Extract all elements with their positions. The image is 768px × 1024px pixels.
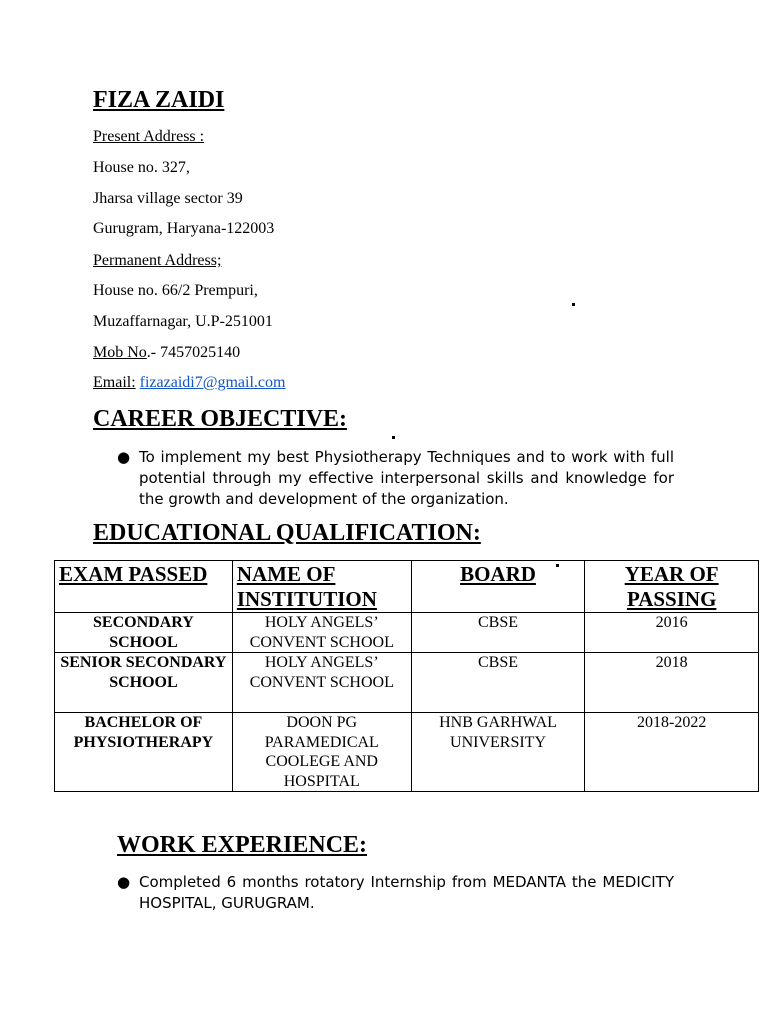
mobile-label: Mob No xyxy=(93,344,147,361)
table-row xyxy=(55,613,759,653)
year-cell: 2018 xyxy=(585,653,759,713)
work-experience-item xyxy=(117,872,674,916)
exam-cell: SECONDARY SCHOOL xyxy=(55,613,233,653)
permanent-address-label: Permanent Address; xyxy=(93,252,222,269)
board-cell: HNB GARHWAL UNIVERSITY xyxy=(411,713,585,792)
exam-cell: BACHELOR OF PHYSIOTHERAPY xyxy=(55,713,233,792)
year-cell: 2018-2022 xyxy=(585,713,759,792)
present-address-label: Present Address : xyxy=(93,128,205,145)
year-cell: 2016 xyxy=(585,613,759,653)
institution-cell: HOLY ANGELS’ CONVENT SCHOOL xyxy=(232,653,411,713)
column-header-exam: EXAM PASSED xyxy=(55,561,233,613)
table-row xyxy=(55,653,759,713)
stray-dot xyxy=(572,303,575,306)
education-heading: EDUCATIONAL QUALIFICATION: xyxy=(93,520,481,546)
candidate-name: FIZA ZAIDI xyxy=(93,87,225,113)
permanent-address-line-2: Muzaffarnagar, U.P-251001 xyxy=(93,313,273,330)
present-address-line-2: Jharsa village sector 39 xyxy=(93,190,243,207)
work-experience-heading: WORK EXPERIENCE: xyxy=(117,832,368,858)
present-address-line-1: House no. 327, xyxy=(93,159,190,176)
email-line xyxy=(93,374,285,392)
column-header-board: BOARD xyxy=(411,561,585,613)
education-table xyxy=(54,560,759,792)
email-link[interactable]: fizazaidi7@gmail.com xyxy=(139,374,286,391)
email-label: Email: xyxy=(93,374,136,391)
table-header-row xyxy=(55,561,759,613)
column-header-institution: NAME OF INSTITUTION xyxy=(232,561,411,613)
mobile-line xyxy=(93,344,240,362)
bullet-icon: ● xyxy=(117,873,131,891)
career-objective-heading: CAREER OBJECTIVE: xyxy=(93,406,348,432)
career-objective-item xyxy=(117,447,674,511)
institution-cell: HOLY ANGELS’ CONVENT SCHOOL xyxy=(232,613,411,653)
mobile-number: .- 7457025140 xyxy=(146,344,241,361)
board-cell: CBSE xyxy=(411,613,585,653)
work-experience-text: Completed 6 months rotatory Internship from MEDANTA the MEDICITY HOSPITAL, GURUGRAM. xyxy=(139,873,674,912)
bullet-icon: ● xyxy=(117,448,131,466)
permanent-address-line-1: House no. 66/2 Prempuri, xyxy=(93,282,258,299)
present-address-line-3: Gurugram, Haryana-122003 xyxy=(93,220,275,237)
column-header-year: YEAR OF PASSING xyxy=(585,561,759,613)
table-row xyxy=(55,713,759,792)
institution-cell: DOON PG PARAMEDICAL COOLEGE AND HOSPITAL xyxy=(232,713,411,792)
board-cell: CBSE xyxy=(411,653,585,713)
career-objective-text: To implement my best Physiotherapy Techniques and to work with full potential through my effective interpersonal skills and knowledge for the growth and development of the organization. xyxy=(139,448,674,508)
stray-dot xyxy=(392,436,395,439)
exam-cell: SENIOR SECONDARY SCHOOL xyxy=(55,653,233,713)
